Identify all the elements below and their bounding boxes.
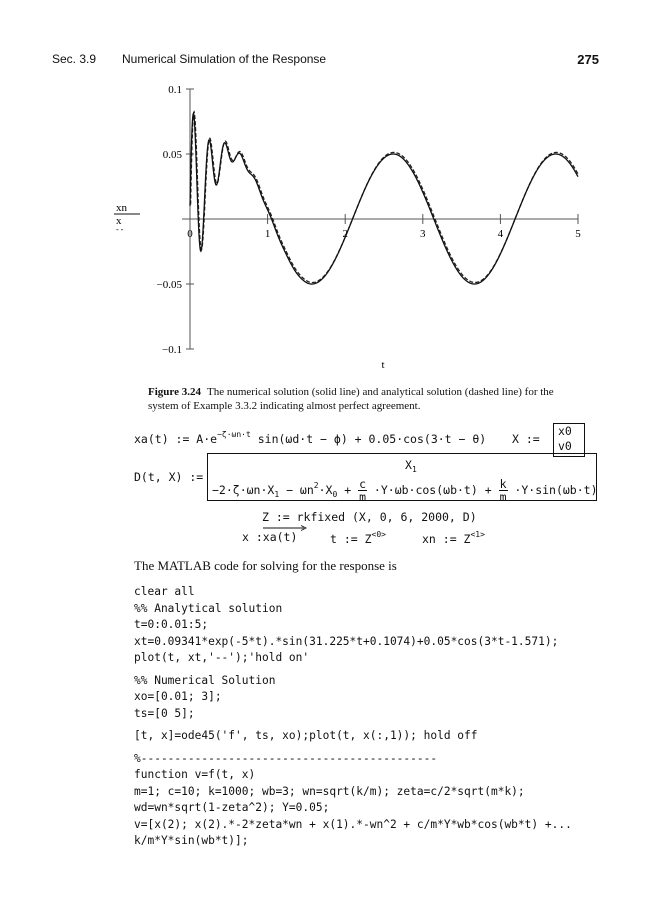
fraction-c-over-m	[358, 478, 367, 503]
x-def-a: x :	[242, 530, 263, 544]
x-tick-label: 0	[187, 228, 193, 240]
matlab-code	[134, 584, 572, 850]
y-tick-label: 0.05	[162, 149, 182, 161]
page-number: 275	[577, 52, 599, 67]
response-chart	[0, 0, 647, 380]
D-bot-c: ·X	[318, 483, 333, 497]
D-bot-b: − ωn	[279, 483, 314, 497]
x-tick-label: 5	[575, 228, 581, 240]
x-tick-label: 2	[342, 228, 348, 240]
fraction-k-over-m	[499, 478, 508, 503]
code-line: %--------------------------------------------	[134, 751, 438, 765]
t-def-text: t := Z	[330, 532, 372, 546]
code-line: clear all	[134, 585, 195, 598]
code-line: xt=0.09341*exp(-5*t).*sin(31.225*t+0.1074)+0.05*cos(3*t-1.571);	[134, 634, 559, 648]
x-tick-label: 1	[264, 228, 271, 240]
code-line: plot(t, xt,'--');'hold on'	[134, 651, 310, 664]
x-definition	[242, 530, 297, 544]
x-label: t	[381, 359, 385, 371]
caption-label: Figure 3.24	[148, 386, 201, 398]
code-line: function v=f(t, x)	[134, 768, 256, 781]
t-def-sup: <0>	[371, 530, 386, 539]
X-definition	[512, 432, 540, 446]
code-line: k/m*Y*sin(wb*t)];	[134, 834, 249, 847]
X-bottom: v0	[558, 439, 572, 453]
code-line: %% Numerical Solution	[134, 673, 276, 687]
code-line: ts=[0 5];	[134, 706, 195, 720]
section-number: Sec. 3.9	[52, 52, 97, 66]
code-line: %% Analytical solution	[134, 601, 283, 615]
X-lhs: X :=	[512, 432, 540, 446]
code-line: wd=wn*sqrt(1-zeta^2); Y=0.05;	[134, 801, 330, 814]
D-bot-c-sub: 0	[332, 490, 338, 499]
frac2-den: m	[499, 490, 507, 504]
D-bot-b-sup: 2	[313, 481, 319, 490]
y-label-top: xn	[116, 202, 127, 214]
D-top-text: X	[405, 458, 412, 472]
xa-exponent: −ζ·ωn·t	[217, 430, 251, 439]
y-label-dash: - -	[116, 225, 124, 234]
vectorize-arrow	[263, 525, 307, 531]
x-def-b	[263, 530, 298, 544]
D-top	[405, 458, 417, 474]
D-bot-a-sub: 1	[274, 490, 280, 499]
t-definition	[330, 530, 386, 546]
D-top-sub: 1	[411, 465, 417, 474]
y-label-bottom: x	[116, 215, 122, 227]
xa-rhs: sin(ωd·t − ϕ) + 0.05·cos(3·t − θ)	[250, 432, 487, 446]
xn-definition	[422, 530, 485, 546]
y-tick-label: −0.05	[156, 279, 182, 291]
Z-definition: Z := rkfixed (X, 0, 6, 2000, D)	[262, 510, 477, 524]
numerical-curve-solid	[190, 113, 578, 284]
caption-text: The numerical solution (solid line) and analytical solution (dashed line) for the system of Example 3.3.2 indicating almost perfect agreement.	[148, 386, 554, 412]
code-line: xo=[0.01; 3];	[134, 690, 222, 703]
D-lhs: D(t, X) :=	[134, 470, 204, 484]
x-tick-label: 3	[420, 228, 426, 240]
xa-equation	[134, 430, 486, 446]
X-top: x0	[558, 424, 572, 438]
xn-def-text: xn := Z	[422, 532, 471, 546]
xa-lhs: xa(t) := A·e	[134, 432, 218, 446]
y-tick-label: −0.1	[162, 344, 182, 356]
D-bottom	[212, 478, 598, 503]
D-bot-e: ·Y·ωb·cos(ωb·t) +	[367, 483, 499, 497]
figure-caption	[148, 385, 558, 413]
code-line: v=[x(2); x(2).*-2*zeta*wn + x(1).*-wn^2 + c/m*Y*wb*cos(wb*t) +...	[134, 817, 572, 831]
x-tick-label: 4	[497, 228, 504, 240]
running-title: Numerical Simulation of the Response	[122, 52, 327, 66]
matlab-intro: The MATLAB code for solving for the response is	[134, 558, 397, 573]
x-def-b-text: xa(t)	[262, 530, 298, 544]
code-line: m=1; c=10; k=1000; wb=3; wn=sqrt(k/m); zeta=c/2*sqrt(m*k);	[134, 784, 525, 798]
y-tick-label: 0.1	[168, 84, 182, 96]
code-line: t=0:0.01:5;	[134, 618, 209, 631]
xn-def-sup: <1>	[470, 530, 485, 539]
frac1-den: m	[359, 490, 366, 504]
D-bot-d: +	[337, 483, 359, 497]
D-bot-f: ·Y·sin(ωb·t)	[507, 483, 598, 497]
frac2-num: k	[499, 477, 507, 491]
analytical-curve-dashed	[191, 112, 579, 283]
code-line: [t, x]=ode45('f', ts, xo);plot(t, x(:,1)); hold off	[134, 729, 478, 742]
frac1-num: c	[359, 477, 366, 491]
D-bot-a: −2·ζ·ωn·X	[212, 483, 275, 497]
